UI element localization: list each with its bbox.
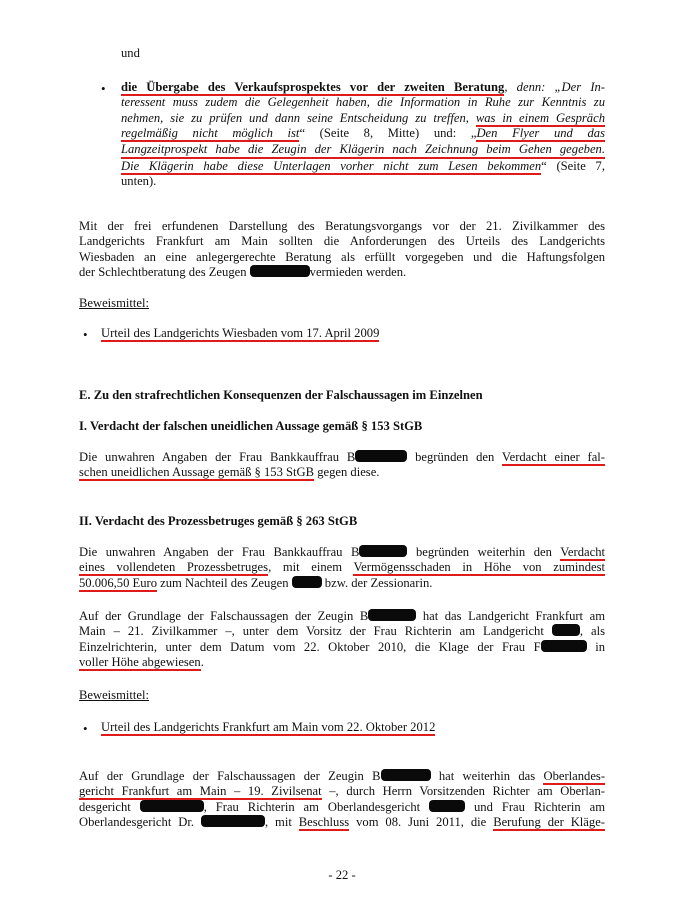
intro-word: und [121,46,140,60]
paragraph-fabricated-advice: Mit der frei erfundenen Darstellung des Beratungsvorgangs vor der 21. Zivilkammer des Landgerichts Frankfurt am Main sollten die Anforderungen des Urteils des Landgerichts Wiesbaden an eine anlegergerechte Beratung als erfüllt vorgegeben und die Haftungsfolgen der Schlechtberatung des Zeugen vermieden werden. [79,219,605,280]
redaction-block [292,576,322,588]
evidence-item: Urteil des Landgerichts Wiesbaden vom 17. April 2009 [101,326,380,340]
section-heading-e: E. Zu den strafrechtlichen Konsequenzen der Falschaussagen im Einzelnen [79,388,483,402]
paragraph-false-testimony: Die unwahren Angaben der Frau Bankkauffrau B begründen den Verdacht einer fal- schen uneidlichen Aussage gemäß § 153 StGB gegen diese. [79,450,605,480]
page-number: - 22 - [328,868,356,882]
prospectus-lead: die Übergabe des Verkaufsprospektes vor der zweiten Beratung [121,80,505,94]
paragraph-procedural-fraud: Die unwahren Angaben der Frau Bankkauffrau B begründen weiterhin den Verdacht eines vollendeten Prozessbetruges, mit einem Vermögensschaden in Höhe von zumindest 50.006,50 Euro zum Nachteil des Zeugen bzw. der Zessionarin. [79,545,605,590]
paragraph-appeal-court: Auf der Grundlage der Falschaussagen der Zeugin B hat weiterhin das Oberlandes- gericht Frankfurt am Main – 19. Zivilsenat –, durch Herrn Vorsitzenden Richter am Oberlan- desgericht , Frau Richterin am Oberlandesgericht und Frau Richterin am Oberlandesgericht Dr. , mit Beschluss vom 08. Juni 2011, die Berufung der Kläge- [79,769,606,830]
paragraph-court-ruling: Auf der Grundlage der Falschaussagen der Zeugin B hat das Landgericht Frankfurt am Main – 21. Zivilkammer –, unter dem Vorsitz der Frau Richterin am Landgericht , als Einzelrichterin, unter dem Datum vom 22. Oktober 2010, die Klage der Frau F in voller Höhe abgewiesen. [79,609,605,670]
redaction-block [368,609,416,621]
redaction-block [140,800,204,812]
section-heading-ii: II. Verdacht des Prozessbetruges gemäß § 263 StGB [79,514,358,528]
redaction-block [429,800,465,812]
bullet-dot: • [101,81,106,96]
bullet-dot: • [83,327,88,342]
redaction-block [552,624,580,636]
redaction-block [541,640,587,652]
redaction-block [381,769,431,781]
bullet-item-prospectus: die Übergabe des Verkaufsprospektes vor der zweiten Beratung, denn: „Der In- teressent muss zudem die Gelegenheit haben, die Information in Ruhe zur Kenntnis zu nehmen, sie zu prüfen und dann seine Entscheidung zu treffen, was in einem Gespräch regelmäßig nicht möglich ist“ (Seite 8, Mitte) und: „Den Flyer und das Langzeitprospekt habe die Zeugin der Klägerin nach Zeichnung beim Gehen gegeben. Die Klägerin habe diese Unterlagen vorher nicht zum Lesen bekommen“ (Seite 7, unten). [121,80,605,189]
section-heading-i: I. Verdacht der falschen uneidlichen Aussage gemäß § 153 StGB [79,419,423,433]
evidence-heading: Beweismittel: [79,296,149,310]
evidence-heading: Beweismittel: [79,688,149,702]
bullet-dot: • [83,721,88,736]
redaction-block [250,265,310,277]
redaction-block [355,450,407,462]
evidence-item: Urteil des Landgerichts Frankfurt am Main vom 22. Oktober 2012 [101,720,436,734]
redaction-block [359,545,407,557]
redaction-block [201,815,265,827]
